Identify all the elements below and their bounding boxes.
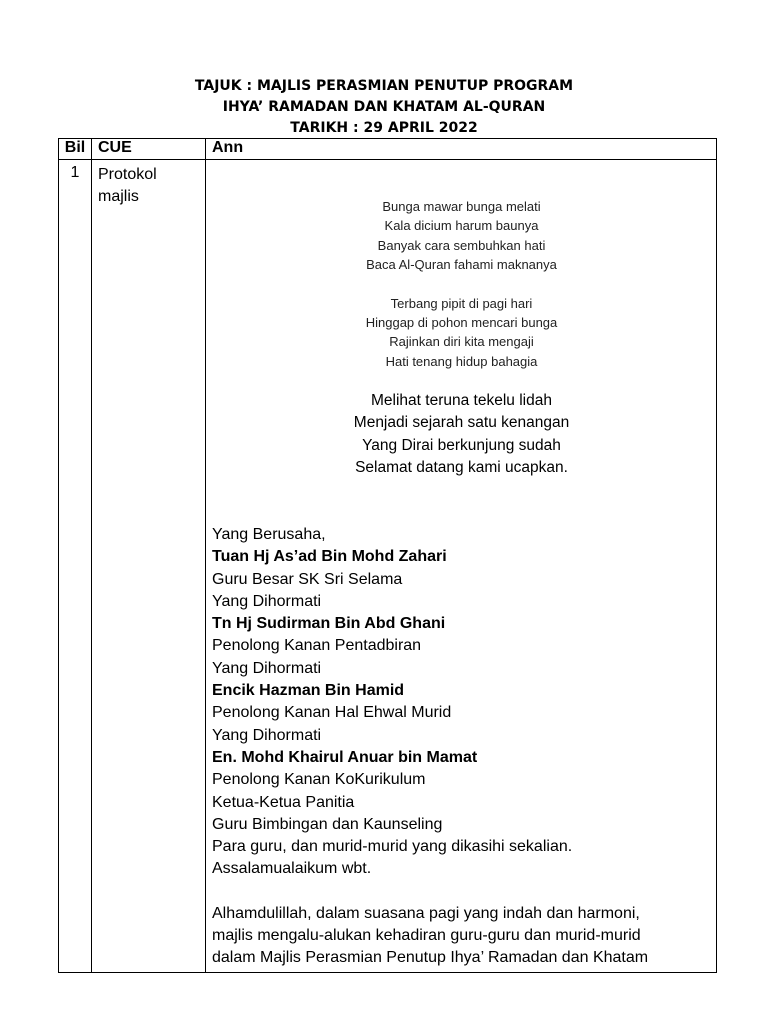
greetings-block	[212, 524, 712, 970]
pantun-line: Yang Dirai berkunjung sudah	[362, 436, 561, 454]
greeting-line: Para guru, dan murid-murid yang dikasihi sekalian.	[212, 838, 573, 856]
cue-line: majlis	[98, 188, 139, 205]
pantun-line: Banyak cara sembuhkan hati	[377, 237, 546, 253]
greeting-line: Yang Dihormati	[212, 659, 322, 677]
dignitary-name: En. Mohd Khairul Anuar bin Mamat	[212, 748, 478, 766]
pantun-line: Bunga mawar bunga melati	[382, 199, 541, 214]
greeting-line: Penolong Kanan Hal Ehwal Murid	[212, 704, 452, 722]
pantun-line: Kala dicium harum baunya	[384, 218, 539, 234]
opening-line: dalam Majlis Perasmian Penutup Ihya’ Ramadan dan Khatam	[212, 949, 649, 967]
cue-line: Protokol	[98, 166, 157, 183]
table-header-row	[59, 139, 717, 160]
greeting-line: Yang Dihormati	[212, 726, 322, 744]
column-header-bil: Bil	[59, 139, 92, 160]
dignitary-name: Tn Hj Sudirman Bin Abd Ghani	[212, 615, 446, 633]
pantun-line: Menjadi sejarah satu kenangan	[353, 414, 570, 432]
document-title: TAJUK : MAJLIS PERASMIAN PENUTUP PROGRAM	[194, 78, 574, 94]
pantun-line: Rajinkan diri kita mengaji	[389, 334, 534, 350]
event-date: TARIKH : 29 APRIL 2022	[290, 120, 478, 136]
greeting-line: Penolong Kanan Pentadbiran	[212, 637, 422, 655]
pantun-line: Selamat datang kami ucapkan.	[355, 458, 568, 476]
program-name: IHYA’ RAMADAN DAN KHATAM AL-QURAN	[222, 99, 546, 115]
pantun-line: Hinggap di pohon mencari bunga	[365, 315, 558, 331]
greeting-line: Yang Dihormati	[212, 592, 322, 610]
greeting-line: Guru Besar SK Sri Selama	[212, 570, 403, 588]
table-row	[59, 160, 717, 973]
column-header-ann: Ann	[206, 139, 717, 160]
pantun-line: Baca Al-Quran fahami maknanya	[366, 257, 557, 273]
greeting-line: Ketua-Ketua Panitia	[212, 793, 355, 811]
pantun-line: Terbang pipit di pagi hari	[390, 295, 533, 311]
opening-line: majlis mengalu-alukan kehadiran guru-guru dan murid-murid	[212, 927, 641, 945]
dignitary-name: Encik Hazman Bin Hamid	[212, 682, 405, 700]
greeting-line: Guru Bimbingan dan Kaunseling	[212, 815, 443, 833]
script-table	[58, 138, 717, 973]
announcement-cell	[206, 160, 717, 973]
pantun-line: Hati tenang hidup bahagia	[385, 353, 538, 369]
pantun-block	[206, 197, 717, 371]
greeting-line: Yang Berusaha,	[212, 526, 326, 543]
dignitary-name: Tuan Hj As’ad Bin Mohd Zahari	[212, 548, 447, 566]
greeting-line: Penolong Kanan KoKurikulum	[212, 771, 426, 789]
pantun-line: Melihat teruna tekelu lidah	[371, 392, 552, 409]
greeting-line: Assalamualaikum wbt.	[212, 860, 372, 878]
row-number: 1	[59, 160, 92, 973]
welcome-pantun	[206, 390, 717, 479]
column-header-cue: CUE	[92, 139, 206, 160]
opening-line: Alhamdulillah, dalam suasana pagi yang indah dan harmoni,	[212, 904, 640, 922]
cue-cell	[92, 160, 206, 973]
